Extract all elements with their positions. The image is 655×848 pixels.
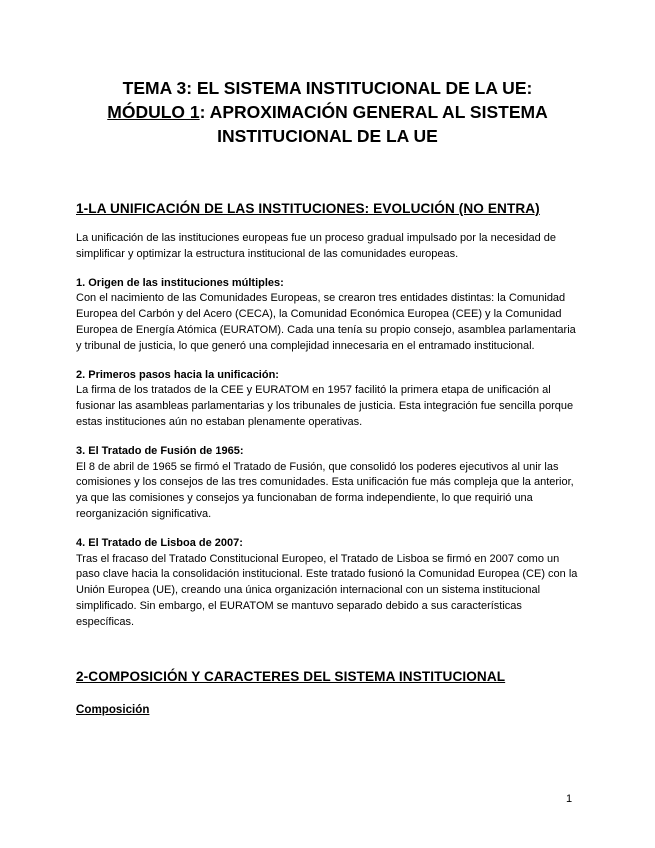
section-1-heading: 1-LA UNIFICACIÓN DE LAS INSTITUCIONES: EVOLUCIÓN (NO ENTRA) (76, 201, 540, 216)
subsection-heading: 4. El Tratado de Lisboa de 2007: (76, 536, 243, 549)
subsection-text: Tras el fracaso del Tratado Constitucional Europeo, el Tratado de Lisboa se firmó en 2007 como un paso clave hacia la consolidación institucional. Este tratado fusionó la Comunidad Europea (CE) con la Unión Europea (UE), creando una única organización internacional con un sistema institucional simplificado. Sin embargo, el EURATOM se mantuvo separado debido a sus características específicas. (76, 552, 578, 628)
section-2-subheading: Composición (76, 703, 150, 716)
subsection-origin (76, 276, 581, 355)
subsection-heading: 1. Origen de las instituciones múltiples: (76, 276, 284, 289)
title-line-1: TEMA 3: EL SISTEMA INSTITUCIONAL DE LA UE: (122, 78, 533, 98)
subsection-merger-treaty (76, 444, 581, 523)
section-1-body (76, 231, 581, 644)
subsection-first-steps (76, 368, 581, 431)
module-label: MÓDULO 1 (107, 102, 200, 122)
subsection-lisbon-treaty (76, 536, 581, 631)
section-1-intro: La unificación de las instituciones europeas fue un proceso gradual impulsado por la necesidad de simplificar y optimizar la estructura institucional de las comunidades europeas. (76, 232, 557, 260)
page-number: 1 (566, 793, 573, 805)
title-line-3: INSTITUCIONAL DE LA UE (217, 126, 438, 146)
subsection-text: El 8 de abril de 1965 se firmó el Tratado de Fusión, que consolidó los poderes ejecutivos al unir las comisiones y los consejos de las tres comunidades. Esta unificación fue más compleja que la anterior, ya que las comisiones y consejos ya funcionaban de forma independiente, lo que requirió una reorganización significativa. (76, 460, 574, 520)
subsection-text: Con el nacimiento de las Comunidades Europeas, se crearon tres entidades distintas: la Comunidad Europea del Carbón y del Acero (CECA), la Comunidad Económica Europea (CEE) y la Comunidad Europea de Energía Atómica (EURATOM). Cada una tenía su propio consejo, asamblea parlamentaria y tribunal de justicia, lo que generó una complejidad innecesaria en el entramado institucional. (76, 292, 576, 352)
subsection-heading: 2. Primeros pasos hacia la unificación: (76, 368, 279, 381)
title-line-2: : APROXIMACIÓN GENERAL AL SISTEMA (199, 102, 548, 122)
section-2-heading: 2-COMPOSICIÓN Y CARACTERES DEL SISTEMA INSTITUCIONAL (76, 669, 506, 684)
document-title (60, 76, 595, 148)
subsection-heading: 3. El Tratado de Fusión de 1965: (76, 444, 244, 457)
subsection-text: La firma de los tratados de la CEE y EURATOM en 1957 facilitó la primera etapa de unificación al fusionar las asambleas parlamentarias y los tribunales de justicia. Esta integración fue sencilla porque estas instituciones aún no estaban plenamente operativas. (76, 384, 574, 428)
